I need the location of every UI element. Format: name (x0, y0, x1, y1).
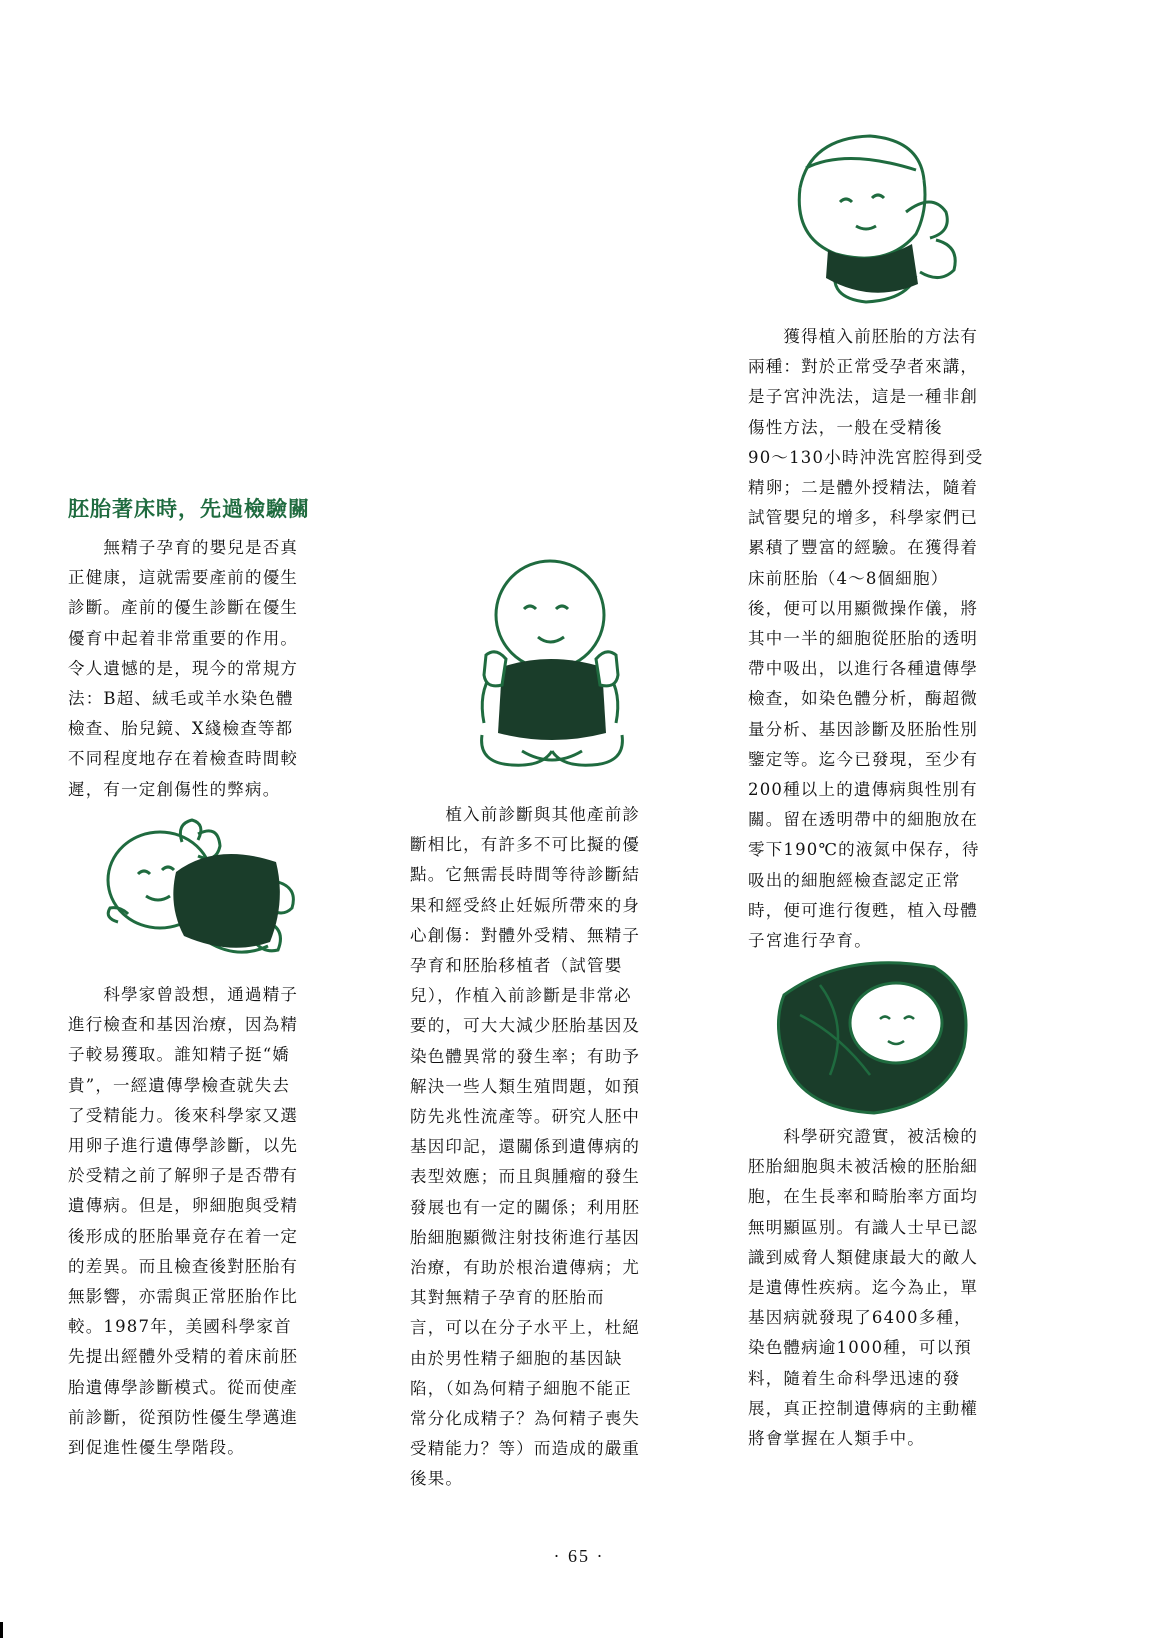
section-heading: 胚胎著床時，先過檢驗關 (68, 497, 310, 521)
baby-sitting-illustration (462, 555, 642, 785)
baby-in-blanket-illustration (770, 955, 980, 1115)
middle-column (410, 800, 688, 1495)
right-paragraph-2: 科學研究證實，被活檢的 胚胎細胞與未被活檢的胚胎細 胞，在生長率和畸胎率方面均 無明顯區別。有識人士早已認 識到威脅人類健康最大的敵人 是遺傳性疾病。迄今為止，單 基因病就發現了6400多種， 染色體病逾1000種，可以預 料，隨着生命科學迅速的發 展，真正控制遺傳病的主動權 將會掌握在人類手中。 (748, 1127, 979, 1449)
left-column (68, 533, 346, 805)
scan-edge-mark (0, 1622, 3, 1638)
baby-lying-illustration (98, 812, 308, 962)
page-number: · 65 · (553, 1546, 605, 1566)
middle-paragraph-1: 植入前診斷與其他產前診 斷相比，有許多不可比擬的優 點。它無需長時間等待診斷結 果和經受終止妊娠所帶來的身 心創傷：對體外受精、無精子 孕育和胚胎移植者（試管嬰 兒），作植入前診斷是非常必 要的，可大大減少胚胎基因及 染色體異常的發生率；有助予 解決一些人類生殖問題，如預 防先兆性流產等。研究人胚中 基因印記，還關係到遺傳病的 表型效應；而且與腫瘤的發生 發展也有一定的關係；利用胚 胎細胞顯微注射技術進行基因 治療，有助於根治遺傳病；尤 其對無精子孕育的胚胎而 言，可以在分子水平上，杜絕 由於男性精子細胞的基因缺 陷，（如為何精子細胞不能正 常分化成精子？為何精子喪失 受精能力？等）而造成的嚴重 後果。 (410, 805, 641, 1489)
right-column-lower (748, 1122, 1026, 1454)
left-column-lower (68, 980, 346, 1463)
right-column (748, 322, 1026, 956)
right-paragraph-1: 獲得植入前胚胎的方法有 兩種：對於正常受孕者來講， 是子宮沖洗法，這是一種非創 傷性方法，一般在受精後 90～130小時沖洗宮腔得到受 精卵；二是體外授精法，隨着 試管嬰兒的增多，科學家們已 累積了豐富的經驗。在獲得着 床前胚胎（4～8個細胞） 後，便可以用顯微操作儀，將 其中一半的細胞從胚胎的透明 帶中吸出，以進行各種遺傳學 檢查，如染色體分析，酶超微 量分析、基因診斷及胚胎性別 鑒定等。迄今已發現，至少有 200種以上的遺傳病與性別有 關。留在透明帶中的細胞放在 零下190℃的液氮中保存，待 吸出的細胞經檢查認定正常 時，便可進行復甦，植入母體 子宮進行孕育。 (748, 327, 984, 951)
left-paragraph-2: 科學家曾設想，通過精子 進行檢查和基因治療，因為精 子較易獲取。誰知精子挺“嬌 貴”，一經遺傳學檢查就失去 了受精能力。後來科學家又選 用卵子進行遺傳學診斷，以先 於受精之前了解卵子是否帶有 遺傳病。但是，卵細胞與受精 後形成的胚胎畢竟存在着一定 的差異。而且檢查後對胚胎有 無影響，亦需與正常胚胎作比 較。1987年，美國科學家首 先提出經體外受精的着床前胚 胎遺傳學診斷模式。從而使產 前診斷，從預防性優生學邁進 到促進性優生學階段。 (68, 985, 299, 1458)
baby-with-hat-illustration (776, 128, 976, 308)
left-paragraph-1: 無精子孕育的嬰兒是否真 正健康，這就需要產前的優生 診斷。產前的優生診斷在優生 優育中起着非常重要的作用。 令人遺憾的是，現今的常規方 法：B超、絨毛或羊水染色體 檢查、胎兒鏡、X綫檢查等都 不同程度地存在着檢查時間較 遲，有一定創傷性的弊病。 (68, 538, 299, 799)
